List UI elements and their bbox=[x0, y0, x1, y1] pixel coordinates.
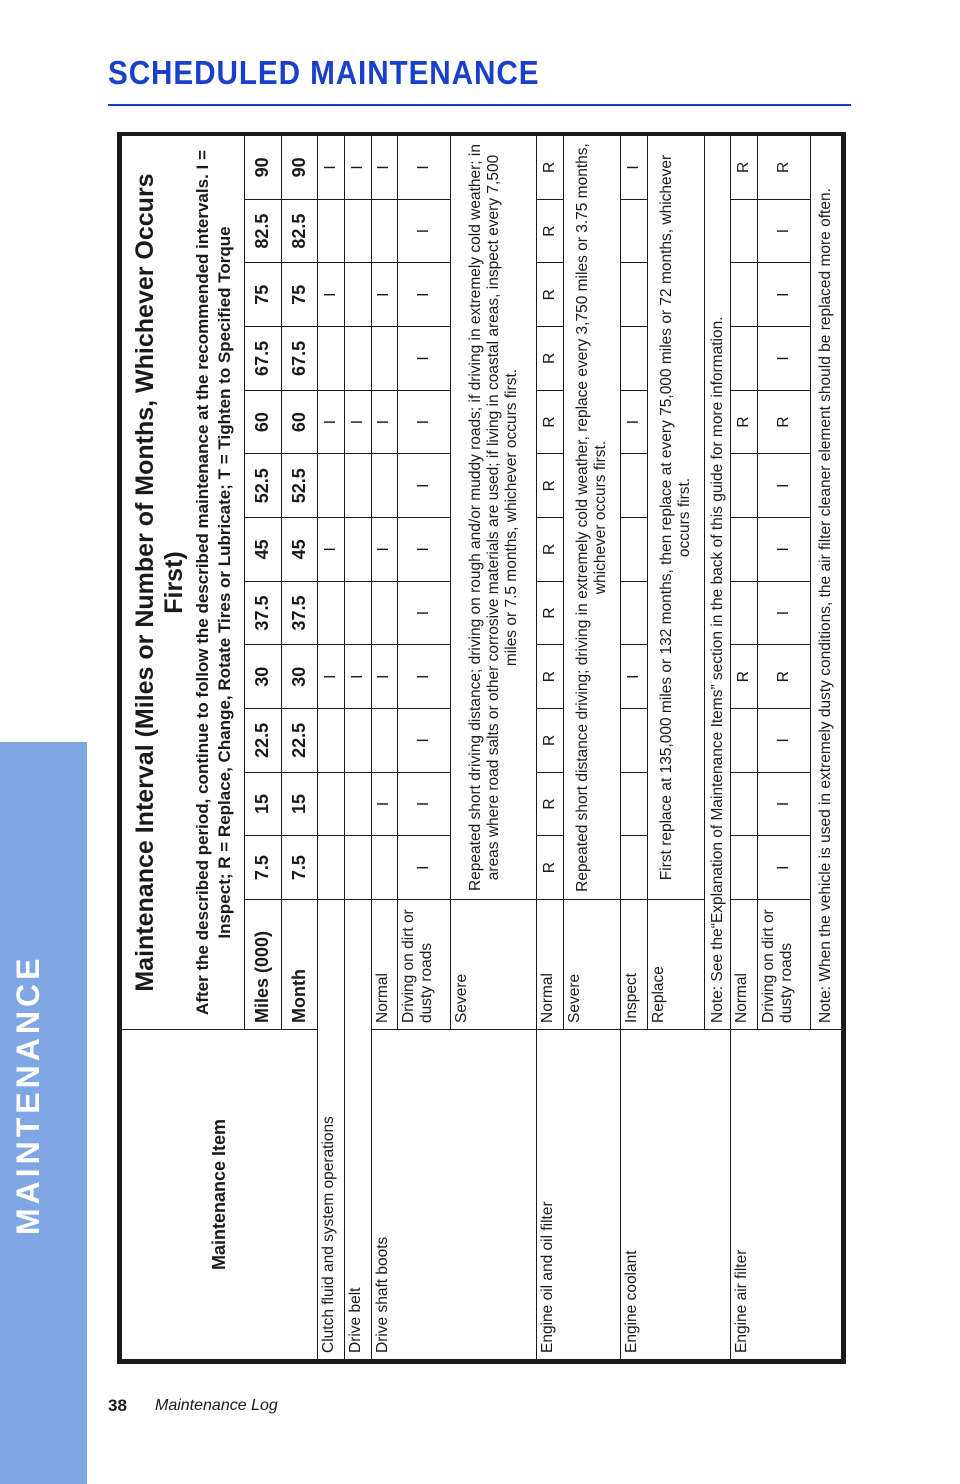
schedule-mark: I bbox=[398, 454, 451, 518]
month-value: 60 bbox=[281, 390, 318, 454]
miles-label: Miles (000) bbox=[244, 899, 281, 1029]
condition-severe: Severe bbox=[451, 899, 537, 1029]
schedule-mark: I bbox=[344, 645, 371, 709]
schedule-mark bbox=[371, 581, 398, 645]
miles-value: 37.5 bbox=[244, 581, 281, 645]
title-rule bbox=[108, 104, 851, 106]
schedule-mark: I bbox=[371, 518, 398, 582]
miles-value: 82.5 bbox=[244, 199, 281, 263]
miles-value: 45 bbox=[244, 518, 281, 582]
schedule-mark bbox=[731, 327, 758, 391]
schedule-mark: R bbox=[537, 199, 564, 263]
replace-note: First replace at 135,000 miles or 132 months, then replace at every 75,000 miles or 72 months, whichever occurs first. bbox=[647, 136, 704, 900]
miles-value: 30 bbox=[244, 645, 281, 709]
schedule-mark bbox=[371, 327, 398, 391]
item-drive-belt: Drive belt bbox=[344, 899, 371, 1359]
coolant-note: Note: See the“Explanation of Maintenance Items” section in the back of this guide for more information. bbox=[704, 136, 731, 1030]
condition-severe: Severe bbox=[563, 899, 620, 1029]
condition-inspect: Inspect bbox=[621, 899, 648, 1029]
schedule-mark bbox=[371, 199, 398, 263]
schedule-mark: I bbox=[398, 327, 451, 391]
schedule-mark bbox=[371, 709, 398, 773]
schedule-mark: R bbox=[537, 136, 564, 200]
schedule-mark bbox=[621, 518, 648, 582]
schedule-mark bbox=[371, 836, 398, 900]
schedule-mark bbox=[621, 836, 648, 900]
schedule-mark: R bbox=[731, 136, 758, 200]
item-engine-oil: Engine oil and oil filter bbox=[537, 1029, 621, 1359]
schedule-mark: I bbox=[758, 709, 811, 773]
schedule-mark: R bbox=[537, 390, 564, 454]
miles-value: 15 bbox=[244, 772, 281, 836]
sidebar-label: MAINTENANCE bbox=[10, 954, 46, 1235]
schedule-mark: I bbox=[621, 390, 648, 454]
schedule-mark bbox=[318, 454, 345, 518]
schedule-mark: R bbox=[537, 772, 564, 836]
miles-value: 22.5 bbox=[244, 709, 281, 773]
schedule-mark: I bbox=[398, 136, 451, 200]
table-row bbox=[371, 136, 398, 1360]
month-value: 7.5 bbox=[281, 836, 318, 900]
month-value: 52.5 bbox=[281, 454, 318, 518]
miles-value: 75 bbox=[244, 263, 281, 327]
month-value: 75 bbox=[281, 263, 318, 327]
schedule-mark bbox=[344, 454, 371, 518]
schedule-mark: I bbox=[398, 263, 451, 327]
schedule-mark bbox=[621, 454, 648, 518]
schedule-mark: I bbox=[758, 327, 811, 391]
schedule-mark: R bbox=[731, 645, 758, 709]
schedule-mark bbox=[731, 772, 758, 836]
schedule-mark: I bbox=[398, 709, 451, 773]
schedule-mark bbox=[344, 581, 371, 645]
month-value: 45 bbox=[281, 518, 318, 582]
month-value: 15 bbox=[281, 772, 318, 836]
schedule-mark: I bbox=[758, 199, 811, 263]
schedule-mark bbox=[731, 518, 758, 582]
condition-normal: Normal bbox=[537, 899, 564, 1029]
schedule-mark: I bbox=[371, 645, 398, 709]
schedule-mark bbox=[621, 709, 648, 773]
rotated-table-container bbox=[121, 136, 842, 1360]
schedule-mark bbox=[731, 581, 758, 645]
schedule-mark: I bbox=[758, 581, 811, 645]
schedule-mark bbox=[318, 199, 345, 263]
schedule-mark: I bbox=[758, 454, 811, 518]
page-number: 38 bbox=[108, 1396, 127, 1415]
schedule-mark bbox=[344, 709, 371, 773]
item-clutch-fluid: Clutch fluid and system operations bbox=[318, 899, 345, 1359]
schedule-mark: I bbox=[398, 645, 451, 709]
month-label: Month bbox=[281, 899, 318, 1029]
schedule-mark bbox=[621, 263, 648, 327]
schedule-mark bbox=[731, 263, 758, 327]
schedule-mark: I bbox=[398, 518, 451, 582]
schedule-mark: I bbox=[398, 836, 451, 900]
footer-section-name: Maintenance Log bbox=[155, 1397, 278, 1414]
miles-value: 7.5 bbox=[244, 836, 281, 900]
month-value: 22.5 bbox=[281, 709, 318, 773]
item-drive-shaft-boots: Drive shaft boots bbox=[371, 1029, 537, 1359]
schedule-mark bbox=[731, 836, 758, 900]
condition-normal: Normal bbox=[371, 899, 398, 1029]
schedule-mark: I bbox=[758, 772, 811, 836]
condition-dirt-roads: Driving on dirt or dusty roads bbox=[758, 899, 811, 1029]
schedule-mark: I bbox=[398, 772, 451, 836]
schedule-mark: R bbox=[537, 454, 564, 518]
schedule-mark: R bbox=[537, 581, 564, 645]
schedule-mark: R bbox=[537, 327, 564, 391]
schedule-mark bbox=[318, 581, 345, 645]
page-title: SCHEDULED MAINTENANCE bbox=[108, 54, 540, 91]
schedule-mark: I bbox=[371, 390, 398, 454]
schedule-mark: I bbox=[371, 263, 398, 327]
miles-value: 52.5 bbox=[244, 454, 281, 518]
month-value: 37.5 bbox=[281, 581, 318, 645]
schedule-mark: I bbox=[371, 772, 398, 836]
schedule-mark bbox=[731, 454, 758, 518]
schedule-mark: R bbox=[537, 645, 564, 709]
schedule-mark: I bbox=[758, 263, 811, 327]
table-row bbox=[621, 136, 648, 1360]
maintenance-item-header: Maintenance Item bbox=[122, 1029, 318, 1359]
table-row bbox=[318, 136, 345, 1360]
schedule-mark: I bbox=[758, 836, 811, 900]
schedule-mark: R bbox=[537, 709, 564, 773]
miles-value: 60 bbox=[244, 390, 281, 454]
schedule-mark: R bbox=[758, 390, 811, 454]
condition-dirt-roads: Driving on dirt or dusty roads bbox=[398, 899, 451, 1029]
schedule-mark: R bbox=[537, 518, 564, 582]
schedule-mark bbox=[621, 199, 648, 263]
maintenance-table-frame bbox=[117, 132, 846, 1364]
schedule-mark bbox=[731, 199, 758, 263]
schedule-mark: I bbox=[371, 136, 398, 200]
interval-header bbox=[122, 136, 245, 1030]
schedule-mark: I bbox=[758, 518, 811, 582]
schedule-mark: I bbox=[318, 263, 345, 327]
schedule-mark: I bbox=[344, 136, 371, 200]
severe-note: Repeated short driving distance; driving on rough and/or muddy roads; if driving in extremely cold weather; in areas where road salts or other corrosive materials are used; if living in coastal areas, inspect every 7,500 miles or 7.5 months, whichever occurs first. bbox=[451, 136, 537, 900]
schedule-mark bbox=[621, 327, 648, 391]
air-filter-note: Note: When the vehicle is used in extremely dusty conditions, the air filter cleaner element should be replaced more often. bbox=[811, 136, 842, 1030]
schedule-mark: R bbox=[537, 263, 564, 327]
schedule-mark: I bbox=[398, 581, 451, 645]
month-value: 90 bbox=[281, 136, 318, 200]
item-engine-coolant: Engine coolant bbox=[621, 1029, 731, 1359]
schedule-mark bbox=[344, 199, 371, 263]
schedule-mark bbox=[731, 709, 758, 773]
schedule-mark: I bbox=[398, 199, 451, 263]
item-engine-air-filter: Engine air filter bbox=[731, 1029, 842, 1359]
interval-subtitle: After the described period, continue to follow the described maintenance at the recommended intervals. I = Inspect; R = Replace, Change, Rotate Tires or Lubricate; T = Tighten to Specified Torque bbox=[193, 150, 234, 1015]
schedule-mark bbox=[318, 709, 345, 773]
schedule-mark: I bbox=[318, 136, 345, 200]
miles-value: 90 bbox=[244, 136, 281, 200]
month-value: 30 bbox=[281, 645, 318, 709]
schedule-mark: R bbox=[758, 136, 811, 200]
schedule-mark bbox=[344, 518, 371, 582]
schedule-mark: I bbox=[318, 645, 345, 709]
schedule-mark bbox=[318, 772, 345, 836]
schedule-mark: R bbox=[537, 836, 564, 900]
schedule-mark bbox=[318, 327, 345, 391]
schedule-mark: I bbox=[398, 390, 451, 454]
schedule-mark: I bbox=[318, 390, 345, 454]
table-row bbox=[731, 136, 758, 1360]
table-row bbox=[537, 136, 564, 1360]
severe-note: Repeated short distance driving; driving in extremely cold weather, replace every 3,750 miles or 3.75 months, whichever occurs first. bbox=[563, 136, 620, 900]
schedule-mark: I bbox=[344, 390, 371, 454]
schedule-mark bbox=[344, 327, 371, 391]
condition-replace: Replace bbox=[647, 899, 704, 1029]
miles-value: 67.5 bbox=[244, 327, 281, 391]
schedule-mark bbox=[344, 263, 371, 327]
schedule-mark bbox=[344, 836, 371, 900]
condition-normal: Normal bbox=[731, 899, 758, 1029]
maintenance-schedule-table bbox=[121, 135, 842, 1360]
month-value: 67.5 bbox=[281, 327, 318, 391]
schedule-mark bbox=[621, 772, 648, 836]
schedule-mark: R bbox=[758, 645, 811, 709]
schedule-mark: I bbox=[318, 518, 345, 582]
month-value: 82.5 bbox=[281, 199, 318, 263]
schedule-mark: I bbox=[621, 136, 648, 200]
schedule-mark: R bbox=[731, 390, 758, 454]
interval-title: Maintenance Interval (Miles or Number of Months, Whichever Occurs First) bbox=[130, 173, 188, 992]
schedule-mark bbox=[621, 581, 648, 645]
schedule-mark bbox=[371, 454, 398, 518]
table-row bbox=[344, 136, 371, 1360]
schedule-mark bbox=[344, 772, 371, 836]
schedule-mark bbox=[318, 836, 345, 900]
schedule-mark: I bbox=[621, 645, 648, 709]
